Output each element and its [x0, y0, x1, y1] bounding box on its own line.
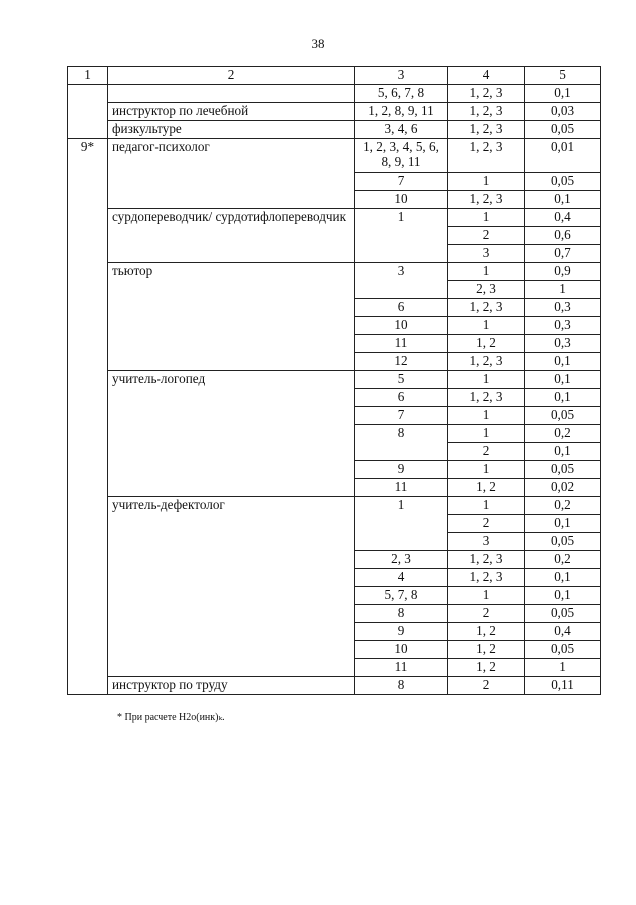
col4-cell: 1, 2 — [448, 479, 525, 497]
col3-cell: 10 — [355, 317, 448, 335]
col5-cell: 0,1 — [525, 443, 601, 461]
col5-cell: 0,6 — [525, 227, 601, 245]
col3-cell: 1, 2, 3, 4, 5, 6, 8, 9, 11 — [355, 139, 448, 173]
col4-cell: 1 — [448, 209, 525, 227]
col4-cell: 2, 3 — [448, 281, 525, 299]
col3-cell: 3 — [355, 263, 448, 299]
col5-cell: 0,11 — [525, 677, 601, 695]
data-table — [67, 66, 601, 695]
col5-cell: 0,1 — [525, 353, 601, 371]
col5-cell: 0,05 — [525, 641, 601, 659]
col5-cell: 0,4 — [525, 209, 601, 227]
col4-cell: 1 — [448, 173, 525, 191]
table-row — [68, 121, 601, 139]
col4-cell: 1, 2 — [448, 659, 525, 677]
col3-cell: 5, 6, 7, 8 — [355, 85, 448, 103]
col3-cell: 1 — [355, 209, 448, 263]
col4-cell: 2 — [448, 443, 525, 461]
col5-cell: 0,05 — [525, 605, 601, 623]
col5-cell: 0,05 — [525, 461, 601, 479]
col3-cell: 11 — [355, 479, 448, 497]
table-row — [68, 209, 601, 227]
col5-cell: 0,2 — [525, 425, 601, 443]
col5-cell: 0,2 — [525, 497, 601, 515]
col3-cell: 11 — [355, 335, 448, 353]
col5-cell: 1 — [525, 281, 601, 299]
col4-cell: 3 — [448, 245, 525, 263]
col4-cell: 1 — [448, 263, 525, 281]
col5-cell: 0,01 — [525, 139, 601, 173]
col5-cell: 1 — [525, 659, 601, 677]
col5-cell: 0,1 — [525, 389, 601, 407]
col4-cell: 1 — [448, 497, 525, 515]
col4-cell: 1, 2, 3 — [448, 139, 525, 173]
col5-cell: 0,1 — [525, 587, 601, 605]
footnote: * При расчете H2o(инк)ₖ. — [117, 712, 225, 723]
position-cell: сурдопереводчик/ сурдотифлопереводчик — [108, 209, 355, 263]
col3-cell: 11 — [355, 659, 448, 677]
col4-cell: 2 — [448, 677, 525, 695]
col3-cell: 1, 2, 8, 9, 11 — [355, 103, 448, 121]
position-cell: инструктор по труду — [108, 677, 355, 695]
table-row — [68, 139, 601, 173]
col3-cell: 9 — [355, 461, 448, 479]
position-cell: тьютор — [108, 263, 355, 371]
header-col-1: 1 — [68, 67, 108, 85]
col4-cell: 1 — [448, 317, 525, 335]
col4-cell: 1, 2, 3 — [448, 103, 525, 121]
col4-cell: 3 — [448, 533, 525, 551]
header-col-3: 3 — [355, 67, 448, 85]
col4-cell: 1, 2, 3 — [448, 299, 525, 317]
col4-cell: 1, 2 — [448, 623, 525, 641]
col4-cell: 1, 2, 3 — [448, 389, 525, 407]
position-cell: учитель-дефектолог — [108, 497, 355, 677]
col5-cell: 0,05 — [525, 121, 601, 139]
col5-cell: 0,03 — [525, 103, 601, 121]
position-cell: учитель-логопед — [108, 371, 355, 497]
col3-cell: 8 — [355, 425, 448, 461]
col3-cell: 5, 7, 8 — [355, 587, 448, 605]
table-row — [68, 263, 601, 281]
header-col-5: 5 — [525, 67, 601, 85]
position-cell: педагог-психолог — [108, 139, 355, 209]
col4-cell: 1, 2, 3 — [448, 551, 525, 569]
col5-cell: 0,05 — [525, 533, 601, 551]
col5-cell: 0,1 — [525, 569, 601, 587]
col5-cell: 0,05 — [525, 173, 601, 191]
col4-cell: 1, 2 — [448, 335, 525, 353]
col5-cell: 0,1 — [525, 371, 601, 389]
position-cell: физкультуре — [108, 121, 355, 139]
col4-cell: 1 — [448, 371, 525, 389]
number-cell: 9* — [68, 139, 108, 695]
col4-cell: 1, 2, 3 — [448, 191, 525, 209]
col4-cell: 2 — [448, 227, 525, 245]
col4-cell: 1, 2, 3 — [448, 353, 525, 371]
col3-cell: 8 — [355, 605, 448, 623]
col5-cell: 0,2 — [525, 551, 601, 569]
col4-cell: 1 — [448, 461, 525, 479]
col3-cell: 7 — [355, 407, 448, 425]
table-row — [68, 497, 601, 515]
table-row — [68, 371, 601, 389]
col4-cell: 2 — [448, 605, 525, 623]
col3-cell: 7 — [355, 173, 448, 191]
table-row — [68, 103, 601, 121]
col4-cell: 1, 2, 3 — [448, 121, 525, 139]
col5-cell: 0,9 — [525, 263, 601, 281]
number-cell — [68, 85, 108, 139]
col5-cell: 0,4 — [525, 623, 601, 641]
col4-cell: 1 — [448, 587, 525, 605]
col4-cell: 2 — [448, 515, 525, 533]
col4-cell: 1, 2, 3 — [448, 85, 525, 103]
col5-cell: 0,3 — [525, 299, 601, 317]
col4-cell: 1, 2 — [448, 641, 525, 659]
table-header-row — [68, 67, 601, 85]
col3-cell: 8 — [355, 677, 448, 695]
col5-cell: 0,1 — [525, 515, 601, 533]
col3-cell: 5 — [355, 371, 448, 389]
col3-cell: 12 — [355, 353, 448, 371]
col5-cell: 0,7 — [525, 245, 601, 263]
col3-cell: 1 — [355, 497, 448, 551]
col3-cell: 10 — [355, 191, 448, 209]
col3-cell: 6 — [355, 299, 448, 317]
col3-cell: 10 — [355, 641, 448, 659]
header-col-4: 4 — [448, 67, 525, 85]
col5-cell: 0,05 — [525, 407, 601, 425]
col3-cell: 2, 3 — [355, 551, 448, 569]
col3-cell: 6 — [355, 389, 448, 407]
col5-cell: 0,3 — [525, 317, 601, 335]
col5-cell: 0,1 — [525, 85, 601, 103]
header-col-2: 2 — [108, 67, 355, 85]
position-cell: инструктор по лечебной — [108, 103, 355, 121]
col5-cell: 0,3 — [525, 335, 601, 353]
table-row — [68, 677, 601, 695]
col5-cell: 0,1 — [525, 191, 601, 209]
position-cell — [108, 85, 355, 103]
col3-cell: 3, 4, 6 — [355, 121, 448, 139]
col4-cell: 1, 2, 3 — [448, 569, 525, 587]
col3-cell: 4 — [355, 569, 448, 587]
col4-cell: 1 — [448, 425, 525, 443]
table-row — [68, 85, 601, 103]
col4-cell: 1 — [448, 407, 525, 425]
col5-cell: 0,02 — [525, 479, 601, 497]
col3-cell: 9 — [355, 623, 448, 641]
page-number: 38 — [311, 36, 325, 51]
